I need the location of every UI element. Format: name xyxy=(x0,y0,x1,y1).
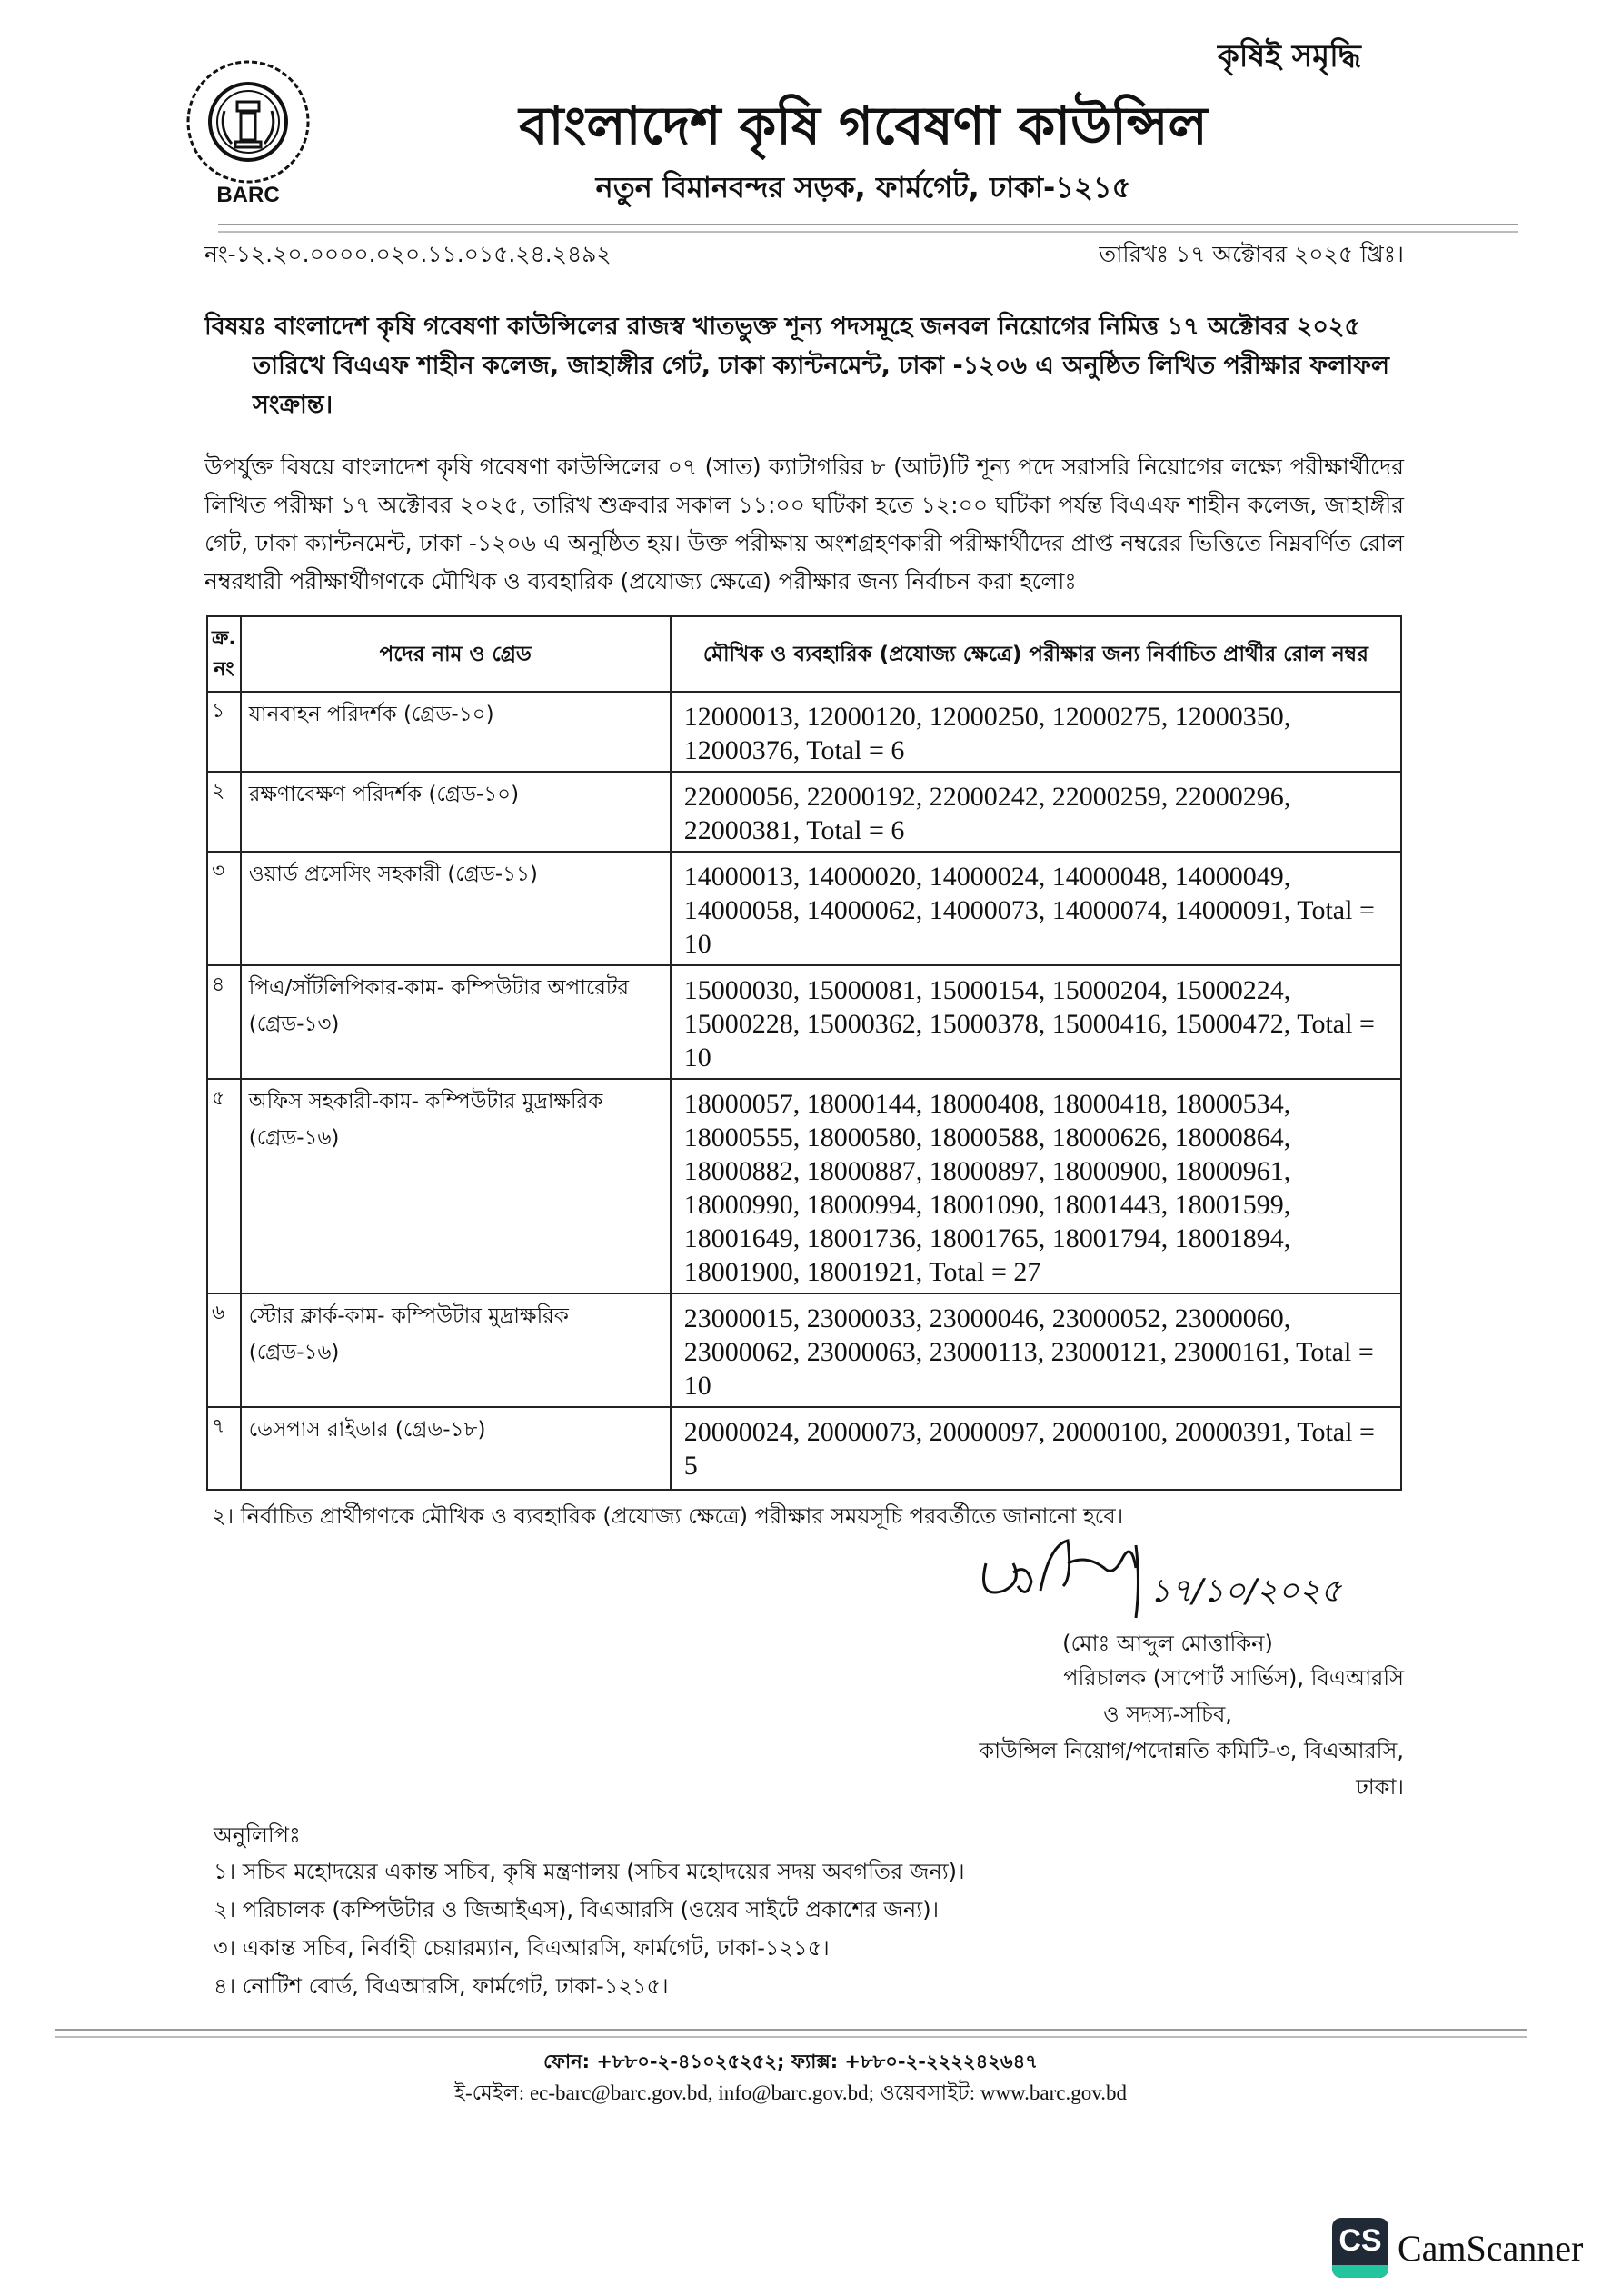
memo-body xyxy=(204,238,1404,2109)
copy-item: ১। সচিব মহোদয়ের একান্ত সচিব, কৃষি মন্ত্রণালয় (সচিব মহোদয়ের সদয় অবগতির জন্য)। xyxy=(214,1859,965,1884)
reference-number: নং-১২.২০.০০০০.০২০.১১.০১৫.২৪.২৪৯২ xyxy=(204,241,612,267)
header-serial: ক্র. নং xyxy=(207,616,241,692)
designation-1: পরিচালক (সাপোর্ট সার্ভিস), বিএআরসি xyxy=(1063,1665,1404,1691)
svg-text:BARC: BARC xyxy=(216,183,280,207)
copy-item: ৩। একান্ত সচিব, নির্বাহী চেয়ারম্যান, বিএআরসি, ফার্মগেট, ঢাকা-১২১৫। xyxy=(214,1935,830,1961)
results-table xyxy=(206,615,1402,1491)
post-cell: যানবাহন পরিদর্শক (গ্রেড-১০) xyxy=(241,692,671,772)
table-row xyxy=(207,852,1401,965)
post-cell: অফিস সহকারী-কাম- কম্পিউটার মুদ্রাক্ষরিক (গ্রেড-১৬) xyxy=(241,1079,671,1293)
serial-cell: ৬ xyxy=(207,1293,241,1407)
serial-cell: ২ xyxy=(207,772,241,852)
memo-date: তারিখঃ ১৭ অক্টোবর ২০২৫ খ্রিঃ। xyxy=(1099,241,1404,267)
results-table-body xyxy=(207,692,1401,1490)
copies-title: অনুলিপিঃ xyxy=(214,1822,301,1848)
svg-text:১৭/১০/২০২৫: ১৭/১০/২০২৫ xyxy=(1149,1572,1342,1610)
org-address: নতুন বিমানবন্দর সড়ক, ফার্মগেট, ঢাকা-১২১৫ xyxy=(595,170,1131,205)
reference-row xyxy=(204,238,1404,271)
camscanner-watermark xyxy=(1332,2218,1583,2278)
serial-cell: ৭ xyxy=(207,1407,241,1490)
post-cell: স্টোর ক্লার্ক-কাম- কম্পিউটার মুদ্রাক্ষরিক (গ্রেড-১৬) xyxy=(241,1293,671,1407)
subject xyxy=(204,307,1404,424)
serial-cell: ১ xyxy=(207,692,241,772)
footer-divider xyxy=(55,2029,1527,2038)
header-divider xyxy=(218,224,1518,233)
rolls-cell: 18000057, 18000144, 18000408, 18000418, 18000534, 18000555, 18000580, 18000588, 18000626, 18000864, 18000882, 18000887, 18000897, 18000900, 18000961, 18000990, 18000994, 18001090, 18001443, 18001599, 18001649, 18001736, 18001765, 18001794, 18001894, 18001900, 18001921, Total = 27 xyxy=(671,1079,1401,1293)
post-cell: ওয়ার্ড প্রসেসিং সহকারী (গ্রেড-১১) xyxy=(241,852,671,965)
note-2: ২। নির্বাচিত প্রার্থীগণকে মৌখিক ও ব্যবহারিক (প্রযোজ্য ক্ষেত্রে) পরীক্ষার সময়সূচি পরবর্তীতে জানানো হবে। xyxy=(212,1503,1124,1529)
rolls-cell: 22000056, 22000192, 22000242, 22000259, 22000296, 22000381, Total = 6 xyxy=(671,772,1401,852)
motto: কৃষিই সমৃদ্ধি xyxy=(1218,38,1361,75)
table-row xyxy=(207,1079,1401,1293)
camscanner-icon-text: CS xyxy=(1338,2223,1382,2258)
subject-line-2: তারিখে বিএএফ শাহীন কলেজ, জাহাঙ্গীর গেট, ঢাকা ক্যান্টনমেন্ট, ঢাকা -১২০৬ এ অনুষ্ঠিত লিখিত পরীক্ষার ফলাফল সংক্রান্ত। xyxy=(253,352,1390,419)
camscanner-label: CamScanner xyxy=(1398,2227,1584,2269)
rolls-cell: 12000013, 12000120, 12000250, 12000275, 12000350, 12000376, Total = 6 xyxy=(671,692,1401,772)
serial-cell: ৪ xyxy=(207,965,241,1079)
table-row xyxy=(207,692,1401,772)
table-header-row xyxy=(207,616,1401,692)
rolls-cell: 15000030, 15000081, 15000154, 15000204, 15000224, 15000228, 15000362, 15000378, 15000416, 15000472, Total = 10 xyxy=(671,965,1401,1079)
post-cell: রক্ষণাবেক্ষণ পরিদর্শক (গ্রেড-১০) xyxy=(241,772,671,852)
serial-cell: ৫ xyxy=(207,1079,241,1293)
serial-cell: ৩ xyxy=(207,852,241,965)
rolls-cell: 20000024, 20000073, 20000097, 20000100, 20000391, Total = 5 xyxy=(671,1407,1401,1490)
subject-line-1: বিষয়ঃ বাংলাদেশ কৃষি গবেষণা কাউন্সিলের রাজস্ব খাতভুক্ত শূন্য পদসমূহে জনবল নিয়োগের নিমিত্ত ১৭ অক্টোবর ২০২৫ xyxy=(204,313,1360,341)
copies-section xyxy=(214,1818,1404,2005)
designation-3: কাউন্সিল নিয়োগ/পদোন্নতি কমিটি-৩, বিএআরসি, ঢাকা। xyxy=(979,1738,1404,1800)
post-cell: পিএ/সাঁটলিপিকার-কাম- কম্পিউটার অপারেটর (গ্রেড-১৩) xyxy=(241,965,671,1079)
footer-email: ই-মেইল: ec-barc@barc.gov.bd, info@barc.gov.bd; ওয়েবসাইট: www.barc.gov.bd xyxy=(453,2081,1128,2104)
camscanner-icon xyxy=(1332,2218,1388,2278)
body-paragraph: উপর্যুক্ত বিষয়ে বাংলাদেশ কৃষি গবেষণা কাউন্সিলের ০৭ (সাত) ক্যাটাগরির ৮ (আট)টি শূন্য পদে সরাসরি নিয়োগের লক্ষ্যে পরীক্ষার্থীদের লিখিত পরীক্ষা ১৭ অক্টোবর ২০২৫, তারিখ শুক্রবার সকাল ১১:০০ ঘটিকা হতে ১২:০০ ঘটিকা পর্যন্ত বিএএফ শাহীন কলেজ, জাহাঙ্গীর গেট, ঢাকা ক্যান্টনমেন্ট, ঢাকা -১২০৬ এ অনুষ্ঠিত হয়। উক্ত পরীক্ষায় অংশগ্রহণকারী পরীক্ষার্থীদের প্রাপ্ত নম্বরের ভিত্তিতে নিম্নবর্ণিত রোল নম্বরধারী পরীক্ষার্থীগণকে মৌখিক ও ব্যবহারিক (প্রযোজ্য ক্ষেত্রে) পরীক্ষার জন্য নির্বাচন করা হলোঃ xyxy=(204,454,1404,594)
table-row xyxy=(207,1407,1401,1490)
footer-phone: ফোন: +৮৮০-২-৪১০২৫২৫২; ফ্যাক্স: +৮৮০-২-২২২২৪২৬৪৭ xyxy=(543,2051,1038,2072)
rolls-cell: 23000015, 23000033, 23000046, 23000052, 23000060, 23000062, 23000063, 23000113, 23000121, 23000161, Total = 10 xyxy=(671,1293,1401,1407)
header-post: পদের নাম ও গ্রেড xyxy=(241,616,671,692)
org-title: বাংলাদেশ কৃষি গবেষণা কাউন্সিল xyxy=(519,95,1208,156)
handwritten-signature xyxy=(968,1536,1368,1627)
signature-block xyxy=(931,1536,1404,1805)
copy-item: ২। পরিচালক (কম্পিউটার ও জিআইএস), বিএআরসি (ওয়েব সাইটে প্রকাশের জন্য)। xyxy=(214,1897,940,1922)
signer-name: (মোঃ আব্দুল মোত্তাকিন) xyxy=(1062,1631,1273,1656)
table-row xyxy=(207,1293,1401,1407)
post-cell: ডেসপাস রাইডার (গ্রেড-১৮) xyxy=(241,1407,671,1490)
header-rolls: মৌখিক ও ব্যবহারিক (প্রযোজ্য ক্ষেত্রে) পরীক্ষার জন্য নির্বাচিত প্রার্থীর রোল নম্বর xyxy=(671,616,1401,692)
designation-2: ও সদস্য-সচিব, xyxy=(1103,1702,1232,1727)
rolls-cell: 14000013, 14000020, 14000024, 14000048, 14000049, 14000058, 14000062, 14000073, 14000074, 14000091, Total = 10 xyxy=(671,852,1401,965)
barc-logo xyxy=(177,56,323,211)
table-row xyxy=(207,965,1401,1079)
copy-item: ৪। নোটিশ বোর্ড, বিএআরসি, ফার্মগেট, ঢাকা-১২১৫। xyxy=(214,1973,669,1999)
footer xyxy=(55,2029,1527,2109)
table-row xyxy=(207,772,1401,852)
